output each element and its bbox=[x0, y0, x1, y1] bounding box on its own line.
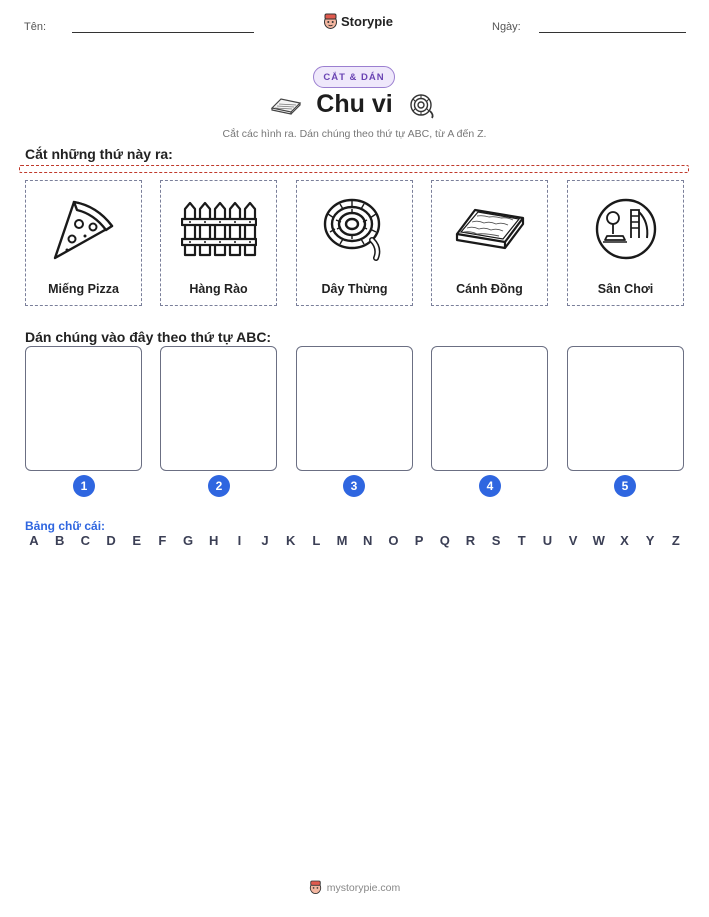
date-label: Ngày: bbox=[492, 21, 521, 33]
alphabet-letter: J bbox=[261, 533, 269, 548]
slot-number-5: 5 bbox=[614, 475, 636, 497]
pizza-slice-icon bbox=[49, 194, 119, 264]
alphabet-letter: Y bbox=[645, 533, 655, 548]
brand-name: Storypie bbox=[341, 14, 394, 29]
alphabet-letter: Q bbox=[439, 533, 450, 548]
activity-badge: CẮT & DÁN bbox=[313, 66, 395, 88]
slot-number-1: 1 bbox=[73, 475, 95, 497]
cut-card-rope[interactable] bbox=[296, 180, 413, 306]
slot-number-3: 3 bbox=[343, 475, 365, 497]
cut-card-playground[interactable] bbox=[567, 180, 684, 306]
cut-section-title: Cắt những thứ này ra: bbox=[25, 146, 173, 162]
alphabet-letter: K bbox=[286, 533, 296, 548]
cut-line bbox=[19, 165, 689, 173]
slot-number-4: 4 bbox=[479, 475, 501, 497]
paste-slot-5[interactable] bbox=[567, 346, 684, 471]
card-label: Sân Chơi bbox=[597, 282, 654, 296]
alphabet-letter: C bbox=[80, 533, 91, 548]
card-label: Dây Thừng bbox=[321, 282, 388, 296]
alphabet-letter: H bbox=[209, 533, 219, 548]
alphabet-letter: A bbox=[29, 533, 39, 548]
alphabet-letter: S bbox=[491, 533, 501, 548]
alphabet-letter: Z bbox=[671, 533, 680, 548]
page-title: Chu vi bbox=[316, 90, 393, 118]
card-label: Hàng Rào bbox=[189, 282, 248, 296]
name-line[interactable] bbox=[72, 32, 254, 33]
alphabet-letter: B bbox=[54, 533, 65, 548]
alphabet-letter: N bbox=[363, 533, 373, 548]
alphabet-letter: M bbox=[336, 533, 348, 548]
alphabet-letter: W bbox=[592, 533, 605, 548]
storypie-mascot-icon bbox=[323, 13, 338, 30]
card-label: Cánh Đồng bbox=[456, 282, 523, 296]
paste-slot-4[interactable] bbox=[431, 346, 548, 471]
alphabet-letter: G bbox=[182, 533, 194, 548]
paste-slot-2[interactable] bbox=[160, 346, 277, 471]
alphabet-letter: D bbox=[106, 533, 116, 548]
footer-url[interactable]: mystorypie.com bbox=[326, 881, 401, 894]
card-label: Miếng Pizza bbox=[48, 282, 119, 296]
paste-slot-3[interactable] bbox=[296, 346, 413, 471]
field-icon bbox=[453, 204, 527, 254]
playground-icon bbox=[593, 196, 659, 262]
cut-card-field[interactable] bbox=[431, 180, 548, 306]
rope-icon bbox=[320, 196, 390, 262]
alphabet-letter: I bbox=[237, 533, 242, 548]
date-line[interactable] bbox=[539, 32, 686, 33]
alphabet-letter: O bbox=[388, 533, 399, 548]
alphabet-letter: E bbox=[132, 533, 142, 548]
name-label: Tên: bbox=[24, 21, 47, 33]
fence-icon bbox=[181, 199, 257, 259]
footer bbox=[0, 880, 709, 895]
cut-card-fence[interactable] bbox=[160, 180, 277, 306]
alphabet-title: Bảng chữ cái: bbox=[25, 519, 106, 533]
alphabet-letter: L bbox=[312, 533, 321, 548]
alphabet-letter: U bbox=[542, 533, 553, 548]
alphabet-letter: V bbox=[568, 533, 578, 548]
instructions: Cắt các hình ra. Dán chúng theo thứ tự ABC, từ A đến Z. bbox=[222, 128, 487, 140]
alphabet-row bbox=[25, 533, 685, 548]
alphabet-letter: T bbox=[517, 533, 526, 548]
slot-number-2: 2 bbox=[208, 475, 230, 497]
rope-small-icon bbox=[406, 93, 436, 119]
paste-slot-1[interactable] bbox=[25, 346, 142, 471]
alphabet-letter: R bbox=[465, 533, 476, 548]
storypie-mascot-icon bbox=[309, 880, 322, 895]
paste-section-title: Dán chúng vào đây theo thứ tự ABC: bbox=[25, 329, 272, 345]
alphabet-letter: X bbox=[620, 533, 629, 548]
alphabet-letter: F bbox=[158, 533, 167, 548]
cut-card-pizza[interactable] bbox=[25, 180, 142, 306]
alphabet-letter: P bbox=[414, 533, 424, 548]
brand-logo bbox=[323, 13, 393, 30]
